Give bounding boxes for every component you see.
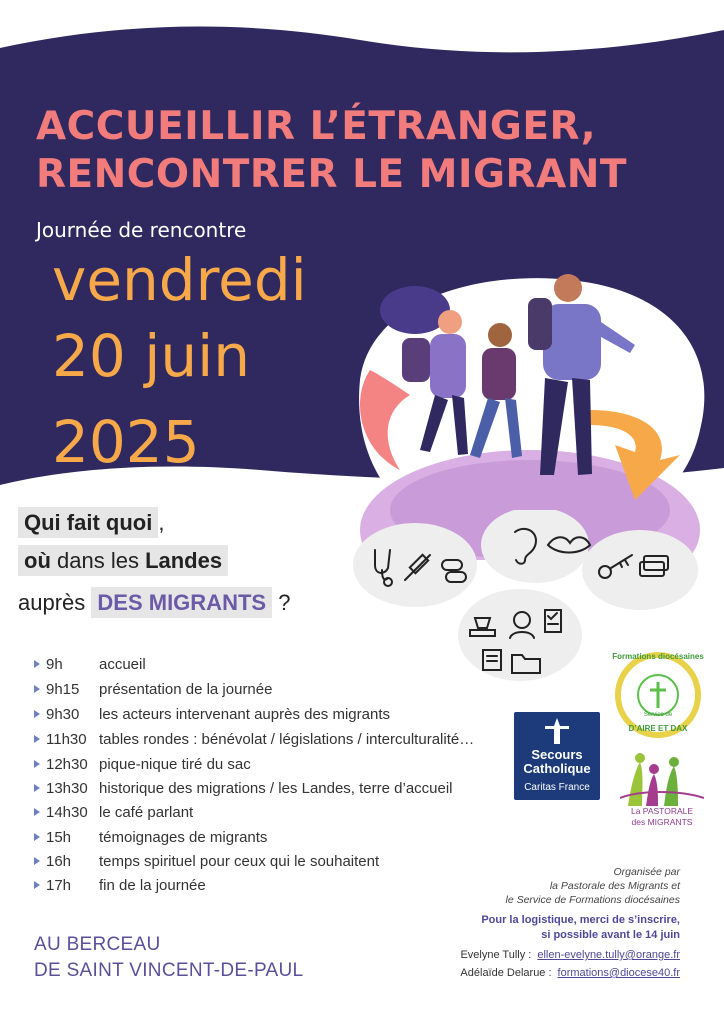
program-time: 12h30 — [46, 756, 88, 773]
bullet-icon — [34, 833, 40, 841]
contact-email-link[interactable]: ellen-evelyne.tully@orange.fr — [537, 949, 680, 961]
secours-line-2: Catholique — [523, 761, 591, 776]
venue-line-1: AU BERCEAU — [34, 934, 161, 955]
formations-center-text: Service de — [643, 712, 673, 718]
organizers-line-3: le Service de Formations diocésaines — [505, 894, 680, 906]
contact-email-link[interactable]: formations@diocese40.fr — [557, 967, 680, 979]
formations-top-text: Formations diocésaines — [612, 652, 704, 661]
program-label: présentation de la journée — [99, 681, 273, 698]
question-line-2 — [18, 548, 228, 574]
program-time: 17h — [46, 877, 72, 894]
date-weekday: vendredi — [52, 246, 307, 314]
logistics-line-1: Pour la logistique, merci de s’inscrire, — [481, 914, 680, 926]
question-mid: dans les — [50, 548, 146, 573]
venue-line-2: DE SAINT VINCENT-DE-PAUL — [34, 960, 304, 981]
date-year: 2025 — [52, 408, 200, 476]
program-label: témoignages de migrants — [99, 829, 268, 846]
organizers-line-1: Organisée par — [613, 866, 680, 878]
program-time: 9h15 — [46, 681, 80, 698]
formations-bottom-text: D’AIRE ET DAX — [628, 724, 688, 733]
contact-name: Evelyne Tully : — [460, 949, 532, 961]
question-strong: DES MIGRANTS — [97, 590, 267, 615]
program-time: 9h — [46, 656, 63, 673]
bullet-icon — [34, 735, 40, 743]
secours-line-1: Secours — [531, 747, 583, 762]
question-pre: auprès — [18, 590, 92, 615]
main-title-line-1: ACCUEILLIR L’ÉTRANGER, — [36, 104, 597, 149]
contact-name: Adélaïde Delarue : — [460, 967, 552, 979]
program-label: accueil — [99, 656, 146, 673]
date-day-month: 20 juin — [52, 322, 250, 390]
bullet-icon — [34, 808, 40, 816]
question-end: ? — [272, 590, 291, 615]
subtitle: Journée de rencontre — [36, 218, 247, 242]
pastorale-line-1: La PASTORALE — [630, 806, 694, 816]
program-label: temps spirituel pour ceux qui le souhaitent — [99, 853, 380, 870]
main-title-line-2: RENCONTRER LE MIGRANT — [36, 152, 627, 197]
secours-catholique-logo — [514, 712, 600, 800]
program-time: 9h30 — [46, 706, 80, 723]
logistics-line-2: si possible avant le 14 juin — [541, 929, 680, 941]
program-label: tables rondes : bénévolat / législations / interculturalité… — [99, 731, 475, 748]
pastorale-line-2: des MIGRANTS — [631, 817, 693, 827]
cross-icon — [545, 718, 569, 744]
program-time: 16h — [46, 853, 72, 870]
program-time: 11h30 — [46, 731, 87, 748]
program-label: pique-nique tiré du sac — [99, 756, 251, 773]
secours-line-3: Caritas France — [524, 782, 590, 793]
bullet-icon — [34, 784, 40, 792]
bullet-icon — [34, 857, 40, 865]
program-time: 15h — [46, 829, 72, 846]
program-time: 13h30 — [46, 780, 88, 797]
program-label: historique des migrations / les Landes, terre d’accueil — [99, 780, 453, 797]
pastorale-logo-text — [614, 806, 710, 828]
bullet-icon — [34, 881, 40, 889]
program-label: fin de la journée — [99, 877, 206, 894]
program-label: le café parlant — [99, 804, 194, 821]
bullet-icon — [34, 760, 40, 768]
formations-logo — [612, 650, 704, 740]
question-comma: , — [158, 510, 165, 535]
question-line-3 — [18, 590, 290, 616]
question-bold-1: Qui fait quoi — [24, 510, 153, 535]
question-bold-2: où — [24, 548, 51, 573]
bullet-icon — [34, 660, 40, 668]
contact-row — [460, 967, 680, 979]
pastorale-figures-icon — [620, 752, 704, 806]
program-label: les acteurs intervenant auprès des migrants — [99, 706, 390, 723]
question-line-1 — [18, 510, 164, 536]
contact-row — [460, 949, 680, 961]
question-bold-3: Landes — [145, 548, 223, 573]
bullet-icon — [34, 710, 40, 718]
organizers-line-2: la Pastorale des Migrants et — [549, 880, 680, 892]
bullet-icon — [34, 685, 40, 693]
program-time: 14h30 — [46, 804, 88, 821]
